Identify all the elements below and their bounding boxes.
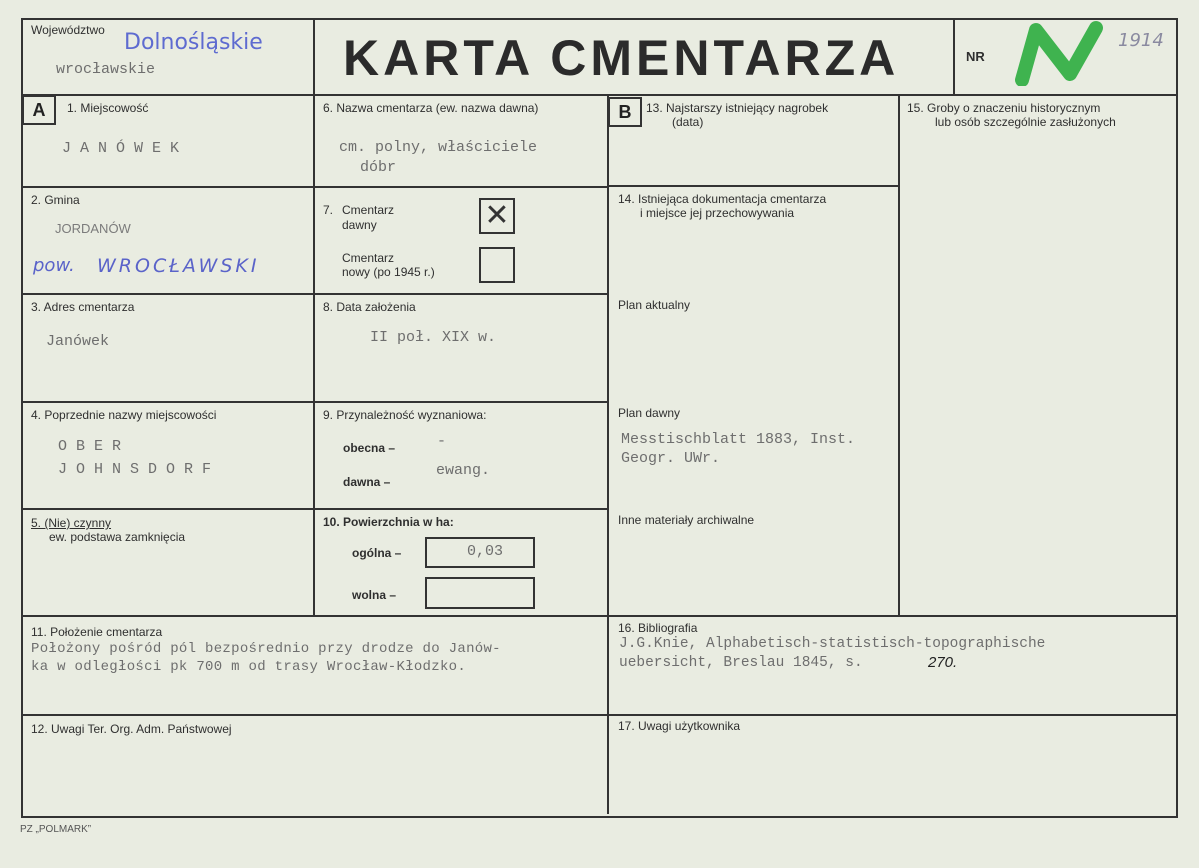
field-4-value-1: O B E R: [58, 438, 122, 455]
field-12-label: 12. Uwagi Ter. Org. Adm. Państwowej: [31, 722, 232, 736]
divider: [21, 293, 607, 295]
divider: [313, 18, 315, 616]
section-b-marker: B: [608, 97, 642, 127]
card-title: KARTA CMENTARZA: [343, 30, 900, 86]
wojewodztwo-stamp: Dolnośląskie: [124, 30, 263, 55]
field-4-value-2: J O H N S D O R F: [58, 461, 212, 478]
field-2-value: JORDANÓW: [55, 221, 131, 236]
cross-mark-icon: ✕: [484, 199, 510, 232]
divider: [21, 508, 607, 510]
plan-old-label: Plan dawny: [618, 406, 681, 420]
field-7-dawny-sublabel: dawny: [342, 218, 377, 232]
field-3-label: 3. Adres cmentarza: [31, 300, 135, 314]
plan-current-label: Plan aktualny: [618, 298, 691, 312]
checkbox-cemetery-old[interactable]: [479, 198, 515, 234]
divider: [21, 401, 607, 403]
section-a-marker: A: [22, 95, 56, 125]
field-6-value-2: dóbr: [360, 159, 397, 176]
divider: [953, 18, 955, 94]
field-6-value-1: cm. polny, właściciele: [339, 139, 538, 156]
field-14-sublabel: i miejsce jej przechowywania: [640, 206, 795, 220]
archive-materials-label: Inne materiały archiwalne: [618, 513, 755, 527]
field-11-value-2: ka w odległości pk 700 m od trasy Wrocław-Kłodzko.: [31, 659, 467, 675]
field-5-label: 5. (Nie) czynny: [31, 516, 112, 530]
field-2-pow: WROCŁAWSKI: [97, 255, 260, 277]
field-16-value-1: J.G.Knie, Alphabetisch-statistisch-topographische: [619, 636, 1046, 652]
nr-label: NR: [966, 49, 985, 64]
field-9-dawna-label: dawna –: [343, 475, 391, 489]
divider: [21, 94, 1176, 96]
field-11-label: 11. Położenie cmentarza: [31, 625, 163, 639]
field-4-label: 4. Poprzednie nazwy miejscowości: [31, 408, 217, 422]
divider: [21, 186, 607, 188]
field-9-label: 9. Przynależność wyznaniowa:: [323, 408, 487, 422]
area-free-field[interactable]: [425, 577, 535, 609]
field-16-value-2: uebersicht, Breslau 1845, s.: [619, 655, 863, 671]
plan-old-value-1: Messtischblatt 1883, Inst.: [621, 431, 856, 448]
field-10-wolna-label: wolna –: [352, 588, 397, 602]
field-1-label: 1. Miejscowość: [67, 101, 149, 115]
field-7-nowy-label: Cmentarz: [342, 251, 395, 265]
divider: [898, 94, 900, 616]
field-17-label: 17. Uwagi użytkownika: [618, 719, 741, 733]
nr-value: 1914: [1118, 30, 1164, 51]
green-letter-n-mark: [1008, 20, 1108, 86]
divider: [607, 94, 609, 814]
wojewodztwo-label: Województwo: [31, 23, 105, 37]
field-7-label: 7.: [323, 203, 334, 217]
field-10-label: 10. Powierzchnia w ha:: [323, 515, 454, 529]
field-7-nowy-sublabel: nowy (po 1945 r.): [342, 265, 435, 279]
divider: [607, 185, 898, 187]
area-total-value: 0,03: [467, 543, 504, 560]
field-7-dawny-label: Cmentarz: [342, 203, 395, 217]
area-total-field[interactable]: [425, 537, 535, 568]
divider: [21, 615, 1176, 617]
field-1-value: J A N Ó W E K: [62, 140, 180, 157]
plan-old-value-2: Geogr. UWr.: [621, 450, 721, 467]
field-10-ogolna-label: ogólna –: [352, 546, 402, 560]
printer-mark: PZ „POLMARK”: [20, 824, 92, 835]
field-13-sublabel: (data): [672, 115, 704, 129]
checkbox-cemetery-new[interactable]: [479, 247, 515, 283]
field-8-value: II poł. XIX w.: [370, 329, 497, 346]
field-6-label: 6. Nazwa cmentarza (ew. nazwa dawna): [323, 101, 539, 115]
field-11-value-1: Położony pośród pól bezpośrednio przy drodze do Janów-: [31, 641, 501, 657]
field-15-label: 15. Groby o znaczeniu historycznym: [907, 101, 1101, 115]
field-13-label: 13. Najstarszy istniejący nagrobek: [646, 101, 829, 115]
field-8-label: 8. Data założenia: [323, 300, 416, 314]
field-16-label: 16. Bibliografia: [618, 621, 698, 635]
field-9-obecna-value: -: [437, 433, 447, 450]
field-2-label: 2. Gmina: [31, 193, 80, 207]
field-9-obecna-label: obecna –: [343, 441, 396, 455]
field-16-page: 270.: [928, 654, 958, 671]
field-14-label: 14. Istniejąca dokumentacja cmentarza: [618, 192, 827, 206]
field-9-dawna-value: ewang.: [436, 462, 491, 479]
field-3-value: Janówek: [46, 333, 110, 350]
divider: [21, 714, 1176, 716]
wojewodztwo-typed: wrocławskie: [56, 61, 156, 78]
field-5-sublabel: ew. podstawa zamknięcia: [49, 530, 186, 544]
field-15-sublabel: lub osób szczególnie zasłużonych: [935, 115, 1116, 129]
field-2-pow-prefix: pow.: [33, 255, 75, 276]
